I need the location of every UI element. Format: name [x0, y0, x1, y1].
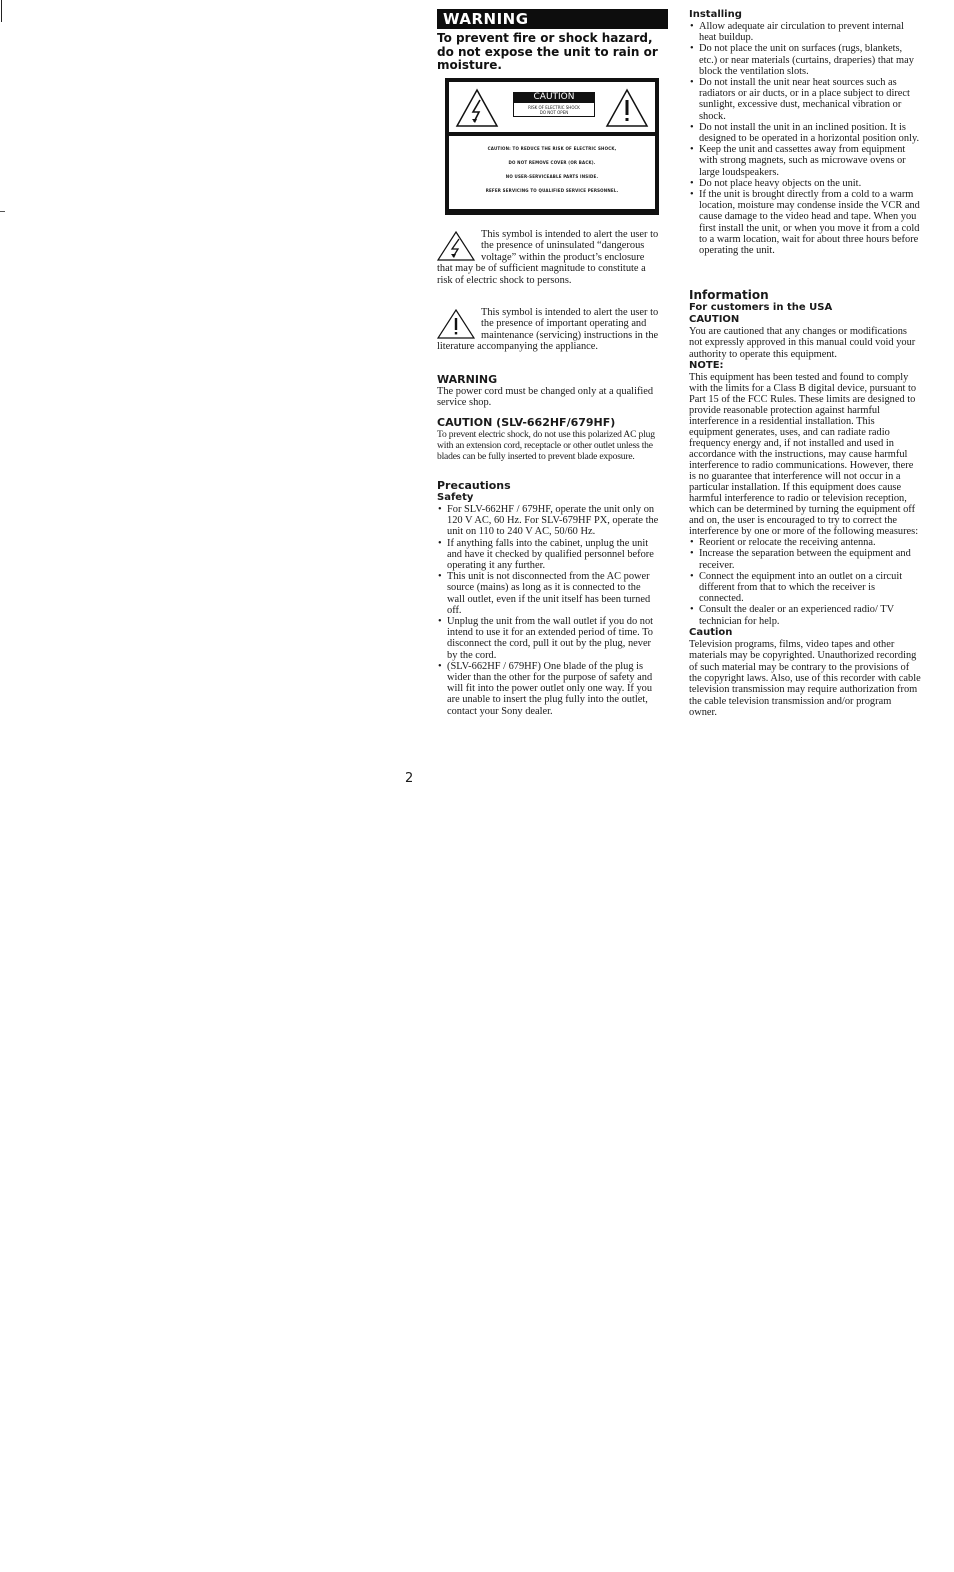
- note-heading: NOTE:: [689, 360, 724, 372]
- precautions-section: [437, 479, 659, 717]
- safety-heading: Safety: [437, 492, 474, 503]
- list-item: • Reorient or relocate the receiving antenna.: [689, 537, 921, 548]
- information-section: [689, 288, 921, 719]
- caution-model-section: [437, 416, 659, 462]
- caution-label-sub2: DO NOT OPEN: [539, 110, 569, 115]
- caution-text: You are cautioned that any changes or modifications not expressly approved in this manual could void your authority to operate this equipment.: [689, 326, 916, 360]
- caution-label-top: [449, 82, 655, 132]
- note-text: This equipment has been tested and found to comply with the limits for a Class B digital device, pursuant to Part 15 of the FCC Rules. These limits are designed to provide reasonable protection against harmful interference in a residential installation. This equipment generates, uses, and can radiate radio frequency energy and, if not installed and used in accordance with the instructions, may cause harmful interference to radio communications. However, there is no guarantee that interference will not occur in a particular installation. If this equipment does cause harmful interference to radio or television reception, which can be determined by turning the equipment off and on, the user is encouraged to try to correct the interference by one or more of the following measures:: [689, 372, 919, 538]
- list-item: • (SLV-662HF / 679HF) One blade of the plug is wider than the other for the purpose of safety and will fit into the power outlet only one way. If you are unable to insert the plug fully into the outlet, contact your Sony dealer.: [437, 661, 659, 717]
- exclamation-triangle-icon: [605, 88, 649, 128]
- exclamation-triangle-icon: [437, 309, 475, 339]
- exclamation-symbol-block: [437, 307, 659, 353]
- scan-edge-tick: [0, 211, 5, 212]
- warning-banner-text: WARNING: [443, 10, 529, 28]
- caution-label-sub1: RISK OF ELECTRIC SHOCK: [528, 105, 580, 110]
- list-item: • Keep the unit and cassettes away from equipment with strong magnets, such as microwave ovens or large loudspeakers.: [689, 144, 921, 178]
- warning-text: The power cord must be changed only at a qualified service shop.: [437, 386, 654, 409]
- list-item: • Connect the equipment into an outlet on a circuit different from that to which the receiver is connected.: [689, 571, 921, 605]
- safety-list: [437, 504, 659, 717]
- caution-model-heading: CAUTION (SLV-662HF/679HF): [437, 416, 616, 429]
- list-item: • If anything falls into the cabinet, unplug the unit and have it checked by qualified personnel before operating it any further.: [437, 538, 659, 572]
- caution-label-title: CAUTION: [513, 92, 595, 103]
- lightning-triangle-icon: [455, 88, 499, 128]
- list-item: • This unit is not disconnected from the AC power source (mains) as long as it is connected to the wall outlet, even if the unit itself has been turned off.: [437, 571, 659, 616]
- list-item: • Allow adequate air circulation to prevent internal heat buildup.: [689, 21, 921, 43]
- list-item: • Do not place heavy objects on the unit.: [689, 178, 921, 189]
- caution-label-sub: [513, 103, 595, 117]
- lightning-triangle-icon: [437, 231, 475, 261]
- caution-line-4: REFER SERVICING TO QUALIFIED SERVICE PERSONNEL.: [485, 188, 619, 193]
- list-item: • Do not install the unit near heat sources such as radiators or air ducts, or in a place subject to direct sunlight, excessive dust, mechanical vibration or shock.: [689, 77, 921, 122]
- list-item: • Do not install the unit in an inclined position. It is designed to be operated in a horizontal position only.: [689, 122, 921, 144]
- exclamation-symbol-text: This symbol is intended to alert the user to the presence of important operating and maintenance (servicing) instructions in the literature accompanying the appliance.: [437, 307, 659, 353]
- page-number: 2: [405, 771, 414, 786]
- precautions-heading: Precautions: [437, 479, 511, 492]
- list-item: • Unplug the unit from the wall outlet if you do not intend to use it for an extended period of time. To disconnect the cord, pull it out by the plug, never by the cord.: [437, 616, 659, 661]
- lead-warning: To prevent fire or shock hazard, do not expose the unit to rain or moisture.: [437, 31, 658, 72]
- caution-line-3: NO USER-SERVICEABLE PARTS INSIDE.: [505, 174, 599, 179]
- measures-list: [689, 537, 921, 627]
- caution2-text: Television programs, films, video tapes and other materials may be copyrighted. Unauthorized recording of such material may be contrary to the provisions of the copyright laws. Also, use of this recorder with cable television transmission may require authorization from the cable television transmission and/or program owner.: [689, 638, 921, 719]
- caution-label: [445, 78, 659, 215]
- voltage-symbol-text: This symbol is intended to alert the user to the presence of uninsulated “dangerous voltage” within the product’s enclosure that may be of sufficient magnitude to constitute a risk of electric shock to persons.: [437, 229, 659, 286]
- caution-heading: CAUTION: [689, 314, 740, 325]
- voltage-symbol-block: [437, 229, 659, 286]
- list-item: • If the unit is brought directly from a cold to a warm location, moisture may condense inside the VCR and cause damage to the video head and tape. When you first install the unit, or when you move it from a cold to a warm location, wait for about three hours before operating the unit.: [689, 189, 921, 256]
- caution-line-1: CAUTION: TO REDUCE THE RISK OF ELECTRIC SHOCK,: [487, 146, 617, 151]
- installing-heading: Installing: [689, 9, 742, 20]
- scan-edge-mark: [1, 0, 2, 22]
- installing-list: [689, 21, 921, 256]
- usa-heading: For customers in the USA: [689, 302, 833, 313]
- list-item: • Do not place the unit on surfaces (rugs, blankets, etc.) or near materials (curtains, draperies) that may block the ventilation slots.: [689, 43, 921, 77]
- installing-section: [689, 9, 921, 256]
- caution-line-2: DO NOT REMOVE COVER (OR BACK).: [508, 160, 596, 165]
- caution2-heading: Caution: [689, 626, 733, 638]
- caution-label-bottom: [449, 136, 655, 209]
- caution-model-text: To prevent electric shock, do not use this polarized AC plug with an extension cord, receptacle or other outlet unless the blades can be fully inserted to prevent blade exposure.: [437, 429, 655, 462]
- warning-banner: [437, 9, 668, 29]
- list-item: • Increase the separation between the equipment and receiver.: [689, 548, 921, 570]
- list-item: • Consult the dealer or an experienced radio/ TV technician for help.: [689, 604, 921, 626]
- list-item: • For SLV-662HF / 679HF, operate the unit only on 120 V AC, 60 Hz. For SLV-679HF PX, operate the unit on 110 to 240 V AC, 50/60 Hz.: [437, 504, 659, 538]
- warning-heading: WARNING: [437, 373, 498, 386]
- information-heading: Information: [689, 288, 769, 302]
- warning-section: [437, 373, 659, 409]
